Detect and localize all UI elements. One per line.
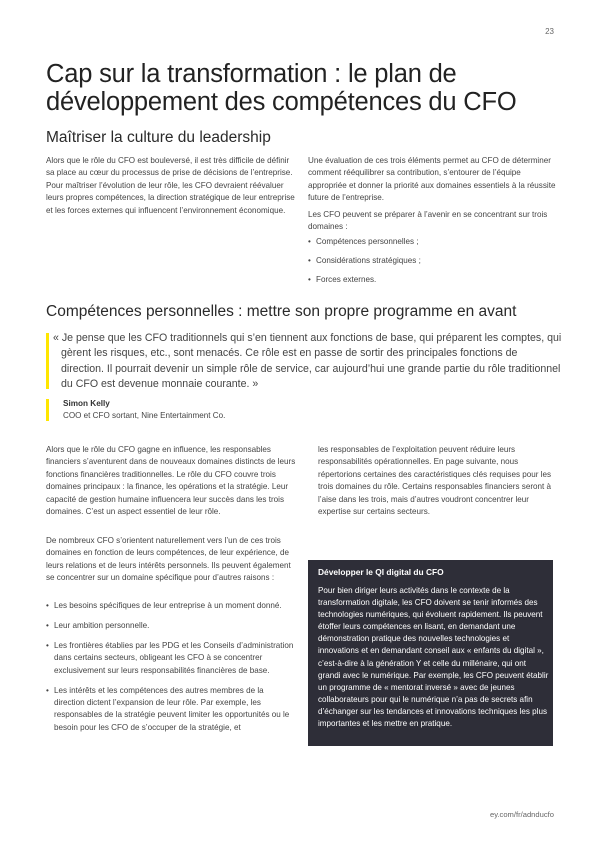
section-heading-leadership: Maîtriser la culture du leadership bbox=[46, 129, 271, 146]
list-item: • Forces externes. bbox=[308, 274, 558, 286]
quote-author-name: Simon Kelly bbox=[63, 399, 110, 408]
reasons-list bbox=[46, 600, 296, 742]
section-heading-personal-skills: Compétences personnelles : mettre son propre programme en avant bbox=[46, 303, 517, 320]
page-number: 23 bbox=[545, 27, 554, 36]
list-item: • Les intérêts et les compétences des autres membres de la direction dictent l’expansion de leur rôle. Par exemple, les responsables de la stratégie peuvent limiter les opportunités ou le besoin pour les CFO de s’occuper de la stratégie, et bbox=[46, 685, 296, 735]
footer-url[interactable]: ey.com/fr/adnducfo bbox=[489, 810, 554, 819]
quote-accent-bar bbox=[46, 333, 49, 389]
list-item: • Considérations stratégiques ; bbox=[308, 255, 558, 267]
pull-quote: « Je pense que les CFO traditionnels qui s’en tiennent aux fonctions de base, qui préparent les comptes, qui gèrent les risques, etc., sont menacés. Ce rôle est en passe de sortir des principales fonctions de direction. Il pourrait devenir un simple rôle de service, car aujourd’hui une grande partie du rôle traditionnel du CFO est devenue monnaie courante. » bbox=[53, 332, 562, 390]
orientation-paragraph: De nombreux CFO s’orientent naturellement vers l’un de ces trois domaines en fonction de leurs compétences, de leur expérience, de leurs relations et de leurs intérêts personnels. Ils peuvent également se concentrer sur un domaine spécifique pour d’autres raisons : bbox=[46, 536, 291, 583]
domains-list bbox=[308, 236, 558, 293]
three-domains-paragraph: Les CFO peuvent se préparer à l’avenir en se concentrant sur trois domaines : bbox=[308, 210, 548, 232]
quote-author-role: COO et CFO sortant, Nine Entertainment Co. bbox=[63, 411, 226, 420]
page-title: Cap sur la transformation : le plan de développement des compétences du CFO bbox=[46, 60, 517, 116]
sidebar-text: Pour bien diriger leurs activités dans le contexte de la transformation digitale, les CFO doivent se tenir informés des technologies numériques, qui évoluent rapidement. Ils peuvent étoffer leurs compétences en lisant, en demandant une démonstration pratique des nouvelles technologies et innovations et en demandant conseil aux « enfants du digital », c’est-à-dire à la génération Y et celle du millénaire, qui ont grandi avec le numérique. Par exemple, les CFO peuvent établir un programme de « mentorat inversé » avec de jeunes collaborateurs pour qui le numérique n’a pas de secrets afin d’échanger sur les tendances et innovations techniques les plus importantes et les mettre en pratique. bbox=[318, 586, 549, 729]
leadership-paragraph: Alors que le rôle du CFO est bouleversé, il est très difficile de définir sa place au cœur du processus de prise de décisions de l’entreprise. Pour maîtriser l’évolution de leur rôle, les CFO devraient réévaluer leurs propres compétences, la direction stratégique de leur entreprise et les forces externes qui influencent l’environnement économique. bbox=[46, 156, 295, 215]
evaluation-paragraph: Une évaluation de ces trois éléments permet au CFO de déterminer comment rééquilibrer sa contribution, s’entourer de l’équipe appropriée et donner la priorité aux domaines essentiels à la réussite future de l’entreprise. bbox=[308, 156, 556, 203]
list-item: • Les frontières établies par les PDG et les Conseils d’administration dans certains secteurs, obligeant les CFO à se concentrer exclusivement sur leurs responsabilités financières de base. bbox=[46, 640, 296, 677]
author-accent-bar bbox=[46, 399, 49, 421]
sidebar-title: Développer le QI digital du CFO bbox=[318, 567, 444, 577]
operations-paragraph: les responsables de l’exploitation peuvent réduire leurs responsabilités opérationnelles. En page suivante, nous répertorions certaines des caractéristiques clés requises pour les trois domaines du rôle. Certains responsables financiers seront à l’aise dans les trois, mais d’autres voudront concentrer leur expertise sur certains secteurs. bbox=[318, 445, 552, 517]
list-item: • Les besoins spécifiques de leur entreprise à un moment donné. bbox=[46, 600, 296, 612]
list-item: • Compétences personnelles ; bbox=[308, 236, 558, 248]
list-item: • Leur ambition personnelle. bbox=[46, 620, 296, 632]
influence-paragraph: Alors que le rôle du CFO gagne en influence, les responsables financiers s’aventurent dans de nouveaux domaines distincts de leurs fonctions financières traditionnelles. Le rôle du CFO couvre trois domaines principaux : la finance, les opérations et la stratégie. Leur capacité de gestion humaine influencera leur succès dans les trois domaines. C’est un aspect essentiel de leur rôle. bbox=[46, 445, 296, 517]
